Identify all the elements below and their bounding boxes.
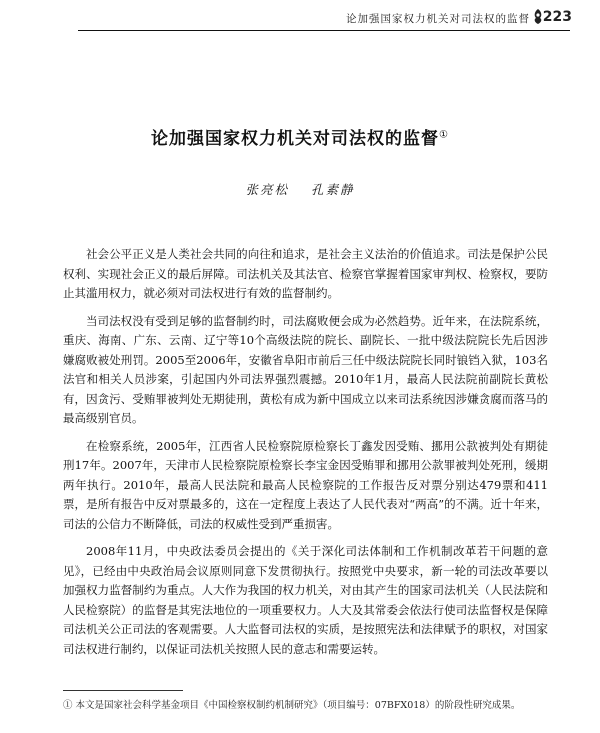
article-title	[0, 124, 600, 149]
running-head: 论加强国家权力机关对司法权的监督	[346, 13, 530, 25]
footnote: ① 本文是国家社会科学基金项目《中国检察权制约机制研究》（项目编号：07BFX018）的阶段性研究成果。	[63, 700, 521, 711]
body-paragraph: 在检察系统，2005年，江西省人民检察院原检察长丁鑫发因受贿、挪用公款被判处有期徒刑17年。2007年，天津市人民检察院原检察长李宝金因受贿罪和挪用公款罪被判处死刑，缓期两年执行。2010年，最高人民法院和最高人民检察院的工作报告反对票分别达479票和411票，是所有报告中反对票最多的，这在一定程度上表达了人民代表对“两高”的不满。近十年来，司法的公信力不断降低，司法的权威性受到严重损害。	[63, 438, 548, 531]
author-line	[0, 180, 600, 198]
article-body	[63, 245, 548, 667]
body-paragraph: 2008年11月，中央政法委员会提出的《关于深化司法体制和工作机制改革若干问题的意见》，已经由中央政治局会议原则同意下发贯彻执行。按照党中央要求，新一轮的司法改革要以加强权力监督制约为重点。人大作为我国的权力机关，对由其产生的国家司法机关（人民法院和人民检察院）的监督是其宪法地位的一项重要权力。人大及其常委会依法行使司法监督权是保障司法机关公正司法的客观需要。人大监督司法权的实质，是按照宪法和法律赋予的职权，对国家司法权进行制约，以保证司法机关按照人民的意志和需要运转。	[63, 544, 548, 656]
author-name: 孔素静	[311, 182, 355, 197]
title-footnote-marker[interactable]: ①	[439, 129, 449, 141]
body-paragraph: 当司法权没有受到足够的监督制约时，司法腐败便会成为必然趋势。近年来，在法院系统，重庆、海南、广东、云南、辽宁等10个高级法院的院长、副院长、一批中级法院院长先后因涉嫌腐败被处刑罚。2005至2006年，安徽省阜阳市前后三任中级法院院长同时锒铛入狱，103名法官和相关人员涉案，引起国内外司法界强烈震撼。2010年1月，最高人民法院前副院长黄松有，因贪污、受贿罪被判处无期徒刑，黄松有成为新中国成立以来司法系统因涉嫌贪腐而落马的最高级别官员。	[63, 313, 548, 425]
body-paragraph: 社会公平正义是人类社会共同的向往和追求，是社会主义法治的价值追求。司法是保护公民权利、实现社会正义的最后屏障。司法机关及其法官、检察官掌握着国家审判权、检察权，要防止其滥用权力，就必须对司法权进行有效的监督制约。	[63, 247, 548, 300]
article-title-text: 论加强国家权力机关对司法权的监督	[151, 129, 440, 149]
footnote-divider	[63, 690, 183, 691]
page-number: 223	[542, 9, 572, 25]
author-name: 张亮松	[245, 182, 289, 197]
header-rule	[78, 30, 570, 31]
